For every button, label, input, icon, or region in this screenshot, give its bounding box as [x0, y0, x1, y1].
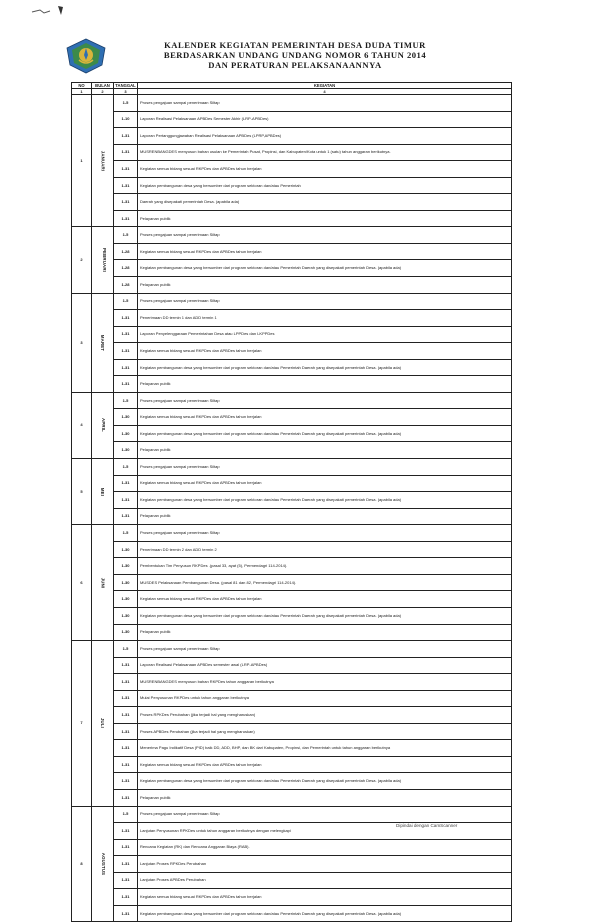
month-name: MARET [100, 334, 106, 351]
activity-description: Kegiatan semua bidang sesuai RKPDes dan APBDes tahun berjalan [138, 243, 512, 260]
date-range: 1-5 [114, 641, 138, 658]
table-row [72, 541, 512, 558]
date-range: 1-5 [114, 293, 138, 310]
activity-description: Laporan Penyelenggaraan Pemerintahan Desa atau LPPDes dan LKPPDes [138, 326, 512, 343]
month-number: 5 [72, 459, 92, 525]
date-range: 1-31 [114, 839, 138, 856]
date-range: 1-31 [114, 326, 138, 343]
date-range: 1-31 [114, 856, 138, 873]
table-row [72, 293, 512, 310]
table-row [72, 558, 512, 575]
date-range: 1-10 [114, 111, 138, 128]
table-row [72, 756, 512, 773]
activity-description: Penerimaan DD termin 2 dan ADD termin 2 [138, 541, 512, 558]
activity-description: Mulai Penyusunan RKPDes untuk tahun anggaran berikutnya [138, 690, 512, 707]
month-name: MEI [100, 487, 106, 496]
table-row [72, 641, 512, 658]
date-range: 1-31 [114, 210, 138, 227]
table-row [72, 343, 512, 360]
date-range: 1-30 [114, 558, 138, 575]
month-number: 4 [72, 392, 92, 458]
activity-description: Kegiatan pembangunan desa yang bersumber dari program sektoran dan/atau Pemerintah Daerah yang disepakati pemerintah Desa. (apabila ada) [138, 492, 512, 509]
activity-description: Proses pengajuan sampai penerimaan Siltap [138, 525, 512, 542]
table-body [72, 95, 512, 922]
table-row [72, 310, 512, 327]
table-row [72, 607, 512, 624]
column-index: 1 [72, 89, 92, 95]
activity-description: Proses RPKDes Perubahan (jika terjadi hal yang mengharuskan) [138, 707, 512, 724]
activity-description: Kegiatan semua bidang sesuai RKPDes dan APBDes tahun berjalan [138, 889, 512, 906]
month-name-cell [92, 641, 114, 806]
table-row [72, 326, 512, 343]
date-range: 1-30 [114, 574, 138, 591]
table-row [72, 574, 512, 591]
date-range: 1-30 [114, 607, 138, 624]
date-range: 1-31 [114, 508, 138, 525]
table-row [72, 425, 512, 442]
table-row [72, 177, 512, 194]
activity-description: Pelayanan publik [138, 789, 512, 806]
date-range: 1-30 [114, 409, 138, 426]
table-row [72, 806, 512, 823]
month-name: JANUARI [100, 150, 106, 171]
activity-description: MUSRENBANGDES menyusun bahan usulan ke Pemerintah Pusat, Propinsi, dan Kabupaten/Kota untuk 1 (satu) tahun anggaran berikutnya. [138, 144, 512, 161]
table-row [72, 905, 512, 922]
table-row [72, 707, 512, 724]
activity-description: Daerah yang disepakati pemerintah Desa. (apabila ada) [138, 194, 512, 211]
activity-description: Kegiatan pembangunan desa yang bersumber dari program sektoran dan/atau Pemerintah Daerah yang disepakati pemerintah Desa. (apabila ada) [138, 359, 512, 376]
table-row [72, 889, 512, 906]
table-row [72, 475, 512, 492]
table-row [72, 872, 512, 889]
date-range: 1-31 [114, 359, 138, 376]
table-row [72, 657, 512, 674]
date-range: 1-5 [114, 806, 138, 823]
date-range: 1-31 [114, 905, 138, 922]
table-row [72, 194, 512, 211]
month-name: AGUSTUS [101, 852, 107, 876]
title-line-2: BERDASARKAN UNDANG UNDANG NOMOR 6 TAHUN 2014 [163, 50, 427, 61]
activity-description: MUSDES Pelaksanaan Pembangunan Desa. (pasal 81 dan 82, Permendagri 114-2014). [138, 574, 512, 591]
month-name-cell [92, 293, 114, 392]
activity-description: Proses pengajuan sampai penerimaan Siltap [138, 641, 512, 658]
date-range: 1-5 [114, 459, 138, 476]
activity-description: Kegiatan pembangunan desa yang bersumber dari program sektoran dan/atau Pemerintah [138, 177, 512, 194]
date-range: 1-31 [114, 475, 138, 492]
month-name-cell [92, 227, 114, 293]
date-range: 1-31 [114, 690, 138, 707]
month-name: JUNI [100, 577, 106, 588]
date-range: 1-30 [114, 624, 138, 641]
table-row [72, 740, 512, 757]
header-no: NO [72, 83, 92, 89]
activity-description: Penerimaan DD termin 1 dan ADD termin 1 [138, 310, 512, 327]
date-range: 1-31 [114, 756, 138, 773]
date-range: 1-31 [114, 128, 138, 145]
date-range: 1-5 [114, 525, 138, 542]
activity-description: Pelayanan publik [138, 277, 512, 294]
date-range: 1-31 [114, 144, 138, 161]
date-range: 1-31 [114, 740, 138, 757]
table-row [72, 392, 512, 409]
activity-description: Proses APBDes Perubahan (jika terjadi hal yang mengharuskan) [138, 723, 512, 740]
date-range: 1-30 [114, 591, 138, 608]
table-row [72, 95, 512, 112]
table-row [72, 525, 512, 542]
table-row [72, 690, 512, 707]
activity-description: Lanjutan Proses RPKDes Perubahan [138, 856, 512, 873]
table-row [72, 442, 512, 459]
header-kegiatan: KEGIATAN [138, 83, 512, 89]
date-range: 1-31 [114, 674, 138, 691]
activity-description: Kegiatan pembangunan desa yang bersumber dari program sektoran dan/atau Pemerintah Daerah yang disepakati pemerintah Desa. (apabila ada) [138, 260, 512, 277]
scan-smudge-mark [30, 4, 70, 16]
activity-description: Kegiatan semua bidang sesuai RKPDes dan APBDes tahun berjalan [138, 161, 512, 178]
month-number: 6 [72, 525, 92, 641]
month-name: PEBRUARI [102, 247, 108, 272]
table-row [72, 723, 512, 740]
scanner-footer: Dipindai dengan CamScanner [396, 823, 458, 828]
activity-description: Laporan Pertanggungjawaban Realisasi Pelaksanaan APBDes (LPRP,APBDes) [138, 128, 512, 145]
month-name-cell [92, 806, 114, 922]
date-range: 1-31 [114, 376, 138, 393]
table-row [72, 856, 512, 873]
activity-description: Kegiatan semua bidang sesuai RKPDes dan APBDes tahun berjalan [138, 591, 512, 608]
date-range: 1-31 [114, 343, 138, 360]
activity-description: Laporan Realisasi Pelaksanaan APBDes Semester Akhir (LRP-APBDes) [138, 111, 512, 128]
date-range: 1-31 [114, 657, 138, 674]
activity-description: Lanjutan Proses APBDes Perubahan [138, 872, 512, 889]
activity-description: Pembentukan Tim Penyusun RKPDes .(pasal 33, ayat (5), Permendagri 114-2014). [138, 558, 512, 575]
date-range: 1-28 [114, 277, 138, 294]
activity-description: Kegiatan pembangunan desa yang bersumber dari program sektoran dan/atau Pemerintah Daerah yang disepakati pemerintah Desa. (apabila ada) [138, 425, 512, 442]
table-row [72, 243, 512, 260]
column-index: 4 [138, 89, 512, 95]
month-number: 3 [72, 293, 92, 392]
table-row [72, 210, 512, 227]
table-row [72, 227, 512, 244]
date-range: 1-31 [114, 789, 138, 806]
activity-description: Rencana Kegiatan (RK) dan Rencana Anggaran Biaya (RAB). [138, 839, 512, 856]
activity-calendar-table [71, 82, 512, 922]
date-range: 1-31 [114, 823, 138, 840]
month-name-cell [92, 525, 114, 641]
activity-description: Kegiatan semua bidang sesuai RKPDes dan APBDes tahun berjalan [138, 475, 512, 492]
activity-description: Proses pengajuan sampai penerimaan Siltap [138, 392, 512, 409]
activity-description: Kegiatan pembangunan desa yang bersumber dari program sektoran dan/atau Pemerintah Daerah yang disepakati pemerintah Desa. (apabila ada) [138, 905, 512, 922]
column-index: 3 [114, 89, 138, 95]
activity-description: MUSRENBANGDES menyusun bahan RKPDes tahun anggaran berikutnya [138, 674, 512, 691]
document-title [105, 40, 485, 71]
header-tanggal: TANGGAL [115, 82, 136, 88]
date-range: 1-31 [114, 773, 138, 790]
month-number: 8 [72, 806, 92, 922]
table-row [72, 161, 512, 178]
activity-description: Pelayanan publik [138, 442, 512, 459]
activity-description: Proses pengajuan sampai penerimaan Siltap [138, 459, 512, 476]
table-row [72, 277, 512, 294]
government-emblem-icon [65, 38, 107, 74]
date-range: 1-31 [114, 161, 138, 178]
header-bulan: BULAN [92, 83, 114, 89]
table-row [72, 359, 512, 376]
table-row [72, 128, 512, 145]
activity-description: Kegiatan pembangunan desa yang bersumber dari program sektoran dan/atau Pemerintah Daerah yang disepakati pemerintah Desa. (apabila ada) [138, 607, 512, 624]
table-row [72, 591, 512, 608]
date-range: 1-28 [114, 260, 138, 277]
month-name-cell [92, 95, 114, 227]
activity-description: Proses pengajuan sampai penerimaan Siltap [138, 227, 512, 244]
date-range: 1-5 [114, 392, 138, 409]
date-range: 1-31 [114, 872, 138, 889]
activity-description: Kegiatan semua bidang sesuai RKPDes dan APBDes tahun berjalan [138, 756, 512, 773]
month-name-cell [92, 392, 114, 458]
date-range: 1-30 [114, 442, 138, 459]
date-range: 1-31 [114, 177, 138, 194]
date-range: 1-31 [114, 310, 138, 327]
activity-description: Pelayanan publik [138, 508, 512, 525]
date-range: 1-5 [114, 227, 138, 244]
date-range: 1-31 [114, 194, 138, 211]
table-row [72, 773, 512, 790]
activity-description: Pelayanan publik [138, 624, 512, 641]
activity-description: Laporan Realisasi Pelaksanaan APBDes semester awal (LRP-APBDes) [138, 657, 512, 674]
table-row [72, 260, 512, 277]
date-range: 1-31 [114, 889, 138, 906]
activity-description: Proses pengajuan sampai penerimaan Siltap [138, 95, 512, 112]
table-row [72, 376, 512, 393]
date-range: 1-30 [114, 425, 138, 442]
activity-description: Kegiatan semua bidang sesuai RKPDes dan APBDes tahun berjalan [138, 343, 512, 360]
month-number: 7 [72, 641, 92, 806]
table-row [72, 111, 512, 128]
table-row [72, 789, 512, 806]
table-row [72, 492, 512, 509]
month-number: 1 [72, 95, 92, 227]
date-range: 1-28 [114, 243, 138, 260]
activity-description: Lanjutan Penyusunan RPKDes untuk tahun anggaran berikutnya dengan melengkapi [138, 823, 512, 840]
month-name-cell [92, 459, 114, 525]
column-index: 2 [92, 89, 114, 95]
table-row [72, 674, 512, 691]
activity-description: Kegiatan pembangunan desa yang bersumber dari program sektoran dan/atau Pemerintah Daerah yang disepakati pemerintah Desa. (apabila ada) [138, 773, 512, 790]
date-range: 1-5 [114, 95, 138, 112]
table-row [72, 508, 512, 525]
month-name: JULI [100, 718, 106, 729]
title-line-3: DAN PERATURAN PELAKSANAANNYA [208, 60, 382, 71]
date-range: 1-31 [114, 492, 138, 509]
activity-description: Kegiatan semua bidang sesuai RKPDes dan APBDes tahun berjalan [138, 409, 512, 426]
activity-description: Pelayanan publik [138, 210, 512, 227]
title-line-1: KALENDER KEGIATAN PEMERINTAH DESA DUDA TIMUR [164, 40, 426, 50]
date-range: 1-30 [114, 541, 138, 558]
activity-description: Pelayanan publik [138, 376, 512, 393]
month-name: APRIL [100, 418, 106, 433]
table-row [72, 144, 512, 161]
table-row [72, 409, 512, 426]
table-row [72, 624, 512, 641]
date-range: 1-31 [114, 707, 138, 724]
activity-description: Proses pengajuan sampai penerimaan Siltap [138, 806, 512, 823]
activity-description: Menerima Pagu Indikatif Desa (PID) baik DD, ADD, BHP, dan BK dari Kabupaten, Propinsi, dan Pemerintah untuk tahun anggaran berikutnya [138, 740, 512, 757]
date-range: 1-31 [114, 723, 138, 740]
month-number: 2 [72, 227, 92, 293]
table-row [72, 459, 512, 476]
activity-description: Proses pengajuan sampai penerimaan Siltap [138, 293, 512, 310]
